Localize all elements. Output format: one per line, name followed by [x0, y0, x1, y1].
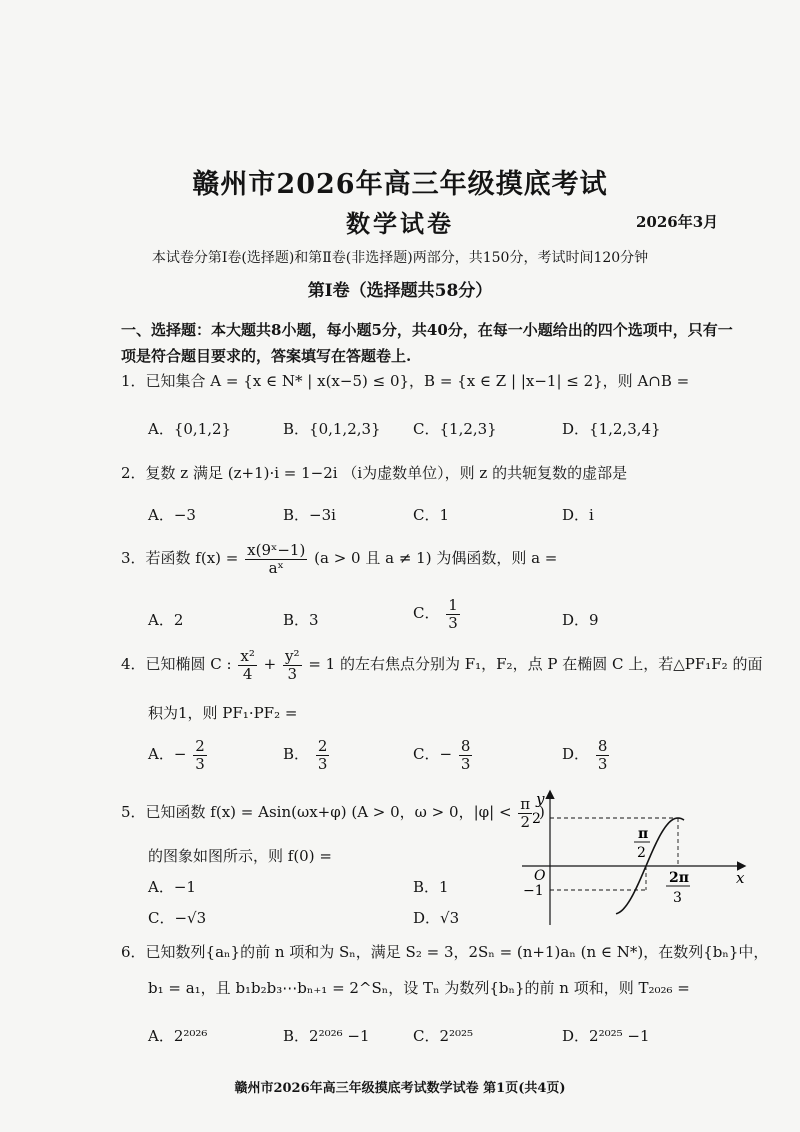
- question-4-option-d-fraction: [596, 738, 610, 772]
- exam-title: 赣州市2026年高三年级摸底考试: [192, 169, 608, 200]
- question-3-fraction-denominator: aˣ: [268, 558, 284, 577]
- page-footer: 赣州市2026年高三年级摸底考试数学试卷 第1页(共4页): [234, 1081, 566, 1096]
- question-6-stem-line-2: b₁ = a₁，且 b₁b₂b₃⋯bₙ₊₁ = 2^Sₙ，设 Tₙ 为数列{bₙ}的前 n 项和，则 T₂₀₂₆ =: [148, 979, 690, 997]
- question-4-option-c-fraction: [459, 738, 473, 772]
- question-4-option-d-numerator: 8: [597, 737, 608, 755]
- question-4-option-c-label: C．−: [413, 745, 453, 763]
- question-4-option-a-fraction: [193, 738, 207, 772]
- y-min-label: −1: [523, 883, 544, 899]
- question-2-option-b: B．−3i: [283, 506, 336, 524]
- instructions-line-1: 一、选择题：本大题共8小题，每小题5分，共40分，在每一小题给出的四个选项中，只有一: [121, 321, 733, 339]
- question-4-fraction-y-denominator: 3: [287, 664, 298, 683]
- question-1-stem: 1．已知集合 A = {x ∈ N* | x(x−5) ≤ 0}，B = {x ∈ Z | |x−1| ≤ 2}，则 A∩B =: [121, 372, 690, 390]
- question-5-stem-suffix: ): [538, 803, 545, 821]
- question-5-fraction-denominator: 2: [520, 812, 530, 831]
- y-max-label: 2: [532, 811, 541, 827]
- question-5-stem-prefix: 5．已知函数 f(x) = Asin(ωx+φ) (A > 0，ω > 0，|φ| <: [121, 803, 512, 821]
- question-4-stem-prefix: 4．已知椭圆 C :: [121, 655, 232, 673]
- question-4-option-d: [562, 738, 611, 772]
- question-4-fraction-y: [283, 648, 302, 682]
- question-3-option-c: [413, 597, 462, 631]
- question-4-option-c-denominator: 3: [460, 754, 471, 773]
- question-6-option-c: C．2²⁰²⁵: [413, 1027, 474, 1045]
- question-6-option-a: A．2²⁰²⁶: [148, 1027, 208, 1045]
- question-3-option-b: B．3: [283, 611, 319, 629]
- question-4-fraction-x-numerator: x²: [240, 647, 255, 665]
- x-axis-label: x: [736, 869, 745, 887]
- question-4-stem-suffix: = 1 的左右焦点分别为 F₁，F₂，点 P 在椭圆 C 上，若△PF₁F₂ 的面: [308, 655, 763, 673]
- question-5-option-c: C．−√3: [148, 909, 207, 927]
- question-4-option-a-numerator: 2: [195, 737, 205, 755]
- question-3-option-c-fraction: [446, 597, 460, 631]
- question-6-option-b: B．2²⁰²⁶ −1: [283, 1027, 370, 1045]
- y-axis-label: y: [536, 790, 545, 808]
- question-3-option-c-denominator: 3: [448, 613, 458, 632]
- exam-intro: 本试卷分第Ⅰ卷(选择题)和第Ⅱ卷(非选择题)两部分，共150分，考试时间120分钟: [151, 250, 649, 266]
- question-5-stem-line-2: 的图象如图所示，则 f(0) =: [148, 847, 332, 865]
- question-5-stem: [121, 796, 545, 830]
- question-4-option-a-label: A．−: [148, 745, 187, 763]
- question-4-option-c: [413, 738, 474, 772]
- x1-label-denominator: 2: [637, 845, 646, 861]
- question-3-fraction-numerator: x(9ˣ−1): [247, 541, 306, 559]
- section-title: 第Ⅰ卷（选择题共58分）: [307, 281, 493, 301]
- question-4-option-a: [148, 738, 209, 772]
- question-4-option-c-numerator: 8: [460, 737, 471, 755]
- question-4-option-b-denominator: 3: [317, 754, 328, 773]
- question-3-option-d: D．9: [562, 611, 599, 629]
- question-3-stem-prefix: 3．若函数 f(x) =: [121, 549, 239, 567]
- question-1-option-a: A．{0,1,2}: [148, 420, 232, 438]
- question-3-option-a: A．2: [148, 611, 184, 629]
- question-2-option-a: A．−3: [148, 506, 196, 524]
- question-4-plus: +: [263, 655, 277, 673]
- origin-label: O: [534, 868, 546, 884]
- exam-subject: 数学试卷: [346, 209, 454, 238]
- question-4-stem: [121, 648, 762, 682]
- question-6-stem: 6．已知数列{aₙ}的前 n 项和为 Sₙ，满足 S₂ = 3，2Sₙ = (n+1)aₙ (n ∈ N*)，在数列{bₙ}中，: [121, 943, 769, 961]
- question-3-fraction: [245, 542, 307, 576]
- question-3-stem: [121, 542, 557, 576]
- question-6-option-d: D．2²⁰²⁵ −1: [562, 1027, 650, 1045]
- x2-label-denominator: 3: [673, 890, 682, 906]
- question-4-option-b-fraction: [316, 738, 330, 772]
- sine-graph: [512, 782, 760, 932]
- question-4-stem-line-2: 积为1，则 PF₁·PF₂ =: [148, 704, 298, 722]
- question-5-option-b: B．1: [413, 878, 449, 896]
- question-1-option-d: D．{1,2,3,4}: [562, 420, 661, 438]
- question-4-fraction-y-numerator: y²: [285, 647, 300, 665]
- question-2-option-d: D．i: [562, 506, 594, 524]
- question-1-option-c: C．{1,2,3}: [413, 420, 497, 438]
- question-2-option-c: C．1: [413, 506, 450, 524]
- x1-label-numerator: π: [638, 826, 649, 842]
- instructions-line-2: 项是符合题目要求的，答案填写在答题卷上.: [121, 347, 412, 365]
- question-4-fraction-x: [238, 648, 256, 682]
- question-5-fraction-numerator: π: [520, 795, 531, 813]
- question-4-option-d-denominator: 3: [597, 754, 608, 773]
- x2-label-numerator: 2π: [669, 870, 689, 886]
- question-4-option-b-label: B．: [283, 745, 310, 763]
- exam-date: 2026年3月: [636, 213, 719, 231]
- question-1-option-b: B．{0,1,2,3}: [283, 420, 381, 438]
- question-3-stem-suffix: (a > 0 且 a ≠ 1) 为偶函数，则 a =: [314, 549, 558, 567]
- question-4-option-a-denominator: 3: [195, 754, 205, 773]
- question-3-option-c-numerator: 1: [448, 596, 458, 614]
- question-4-fraction-x-denominator: 4: [242, 664, 253, 683]
- question-4-option-b-numerator: 2: [317, 737, 328, 755]
- question-5-option-a: A．−1: [148, 878, 196, 896]
- question-2-stem: 2．复数 z 满足 (z+1)·i = 1−2i （i为虚数单位），则 z 的共轭复数的虚部是: [121, 464, 628, 482]
- question-4-option-d-label: D．: [562, 745, 590, 763]
- question-3-option-c-label: C．: [413, 604, 440, 622]
- question-5-option-d: D．√3: [413, 909, 460, 927]
- question-4-option-b: [283, 738, 331, 772]
